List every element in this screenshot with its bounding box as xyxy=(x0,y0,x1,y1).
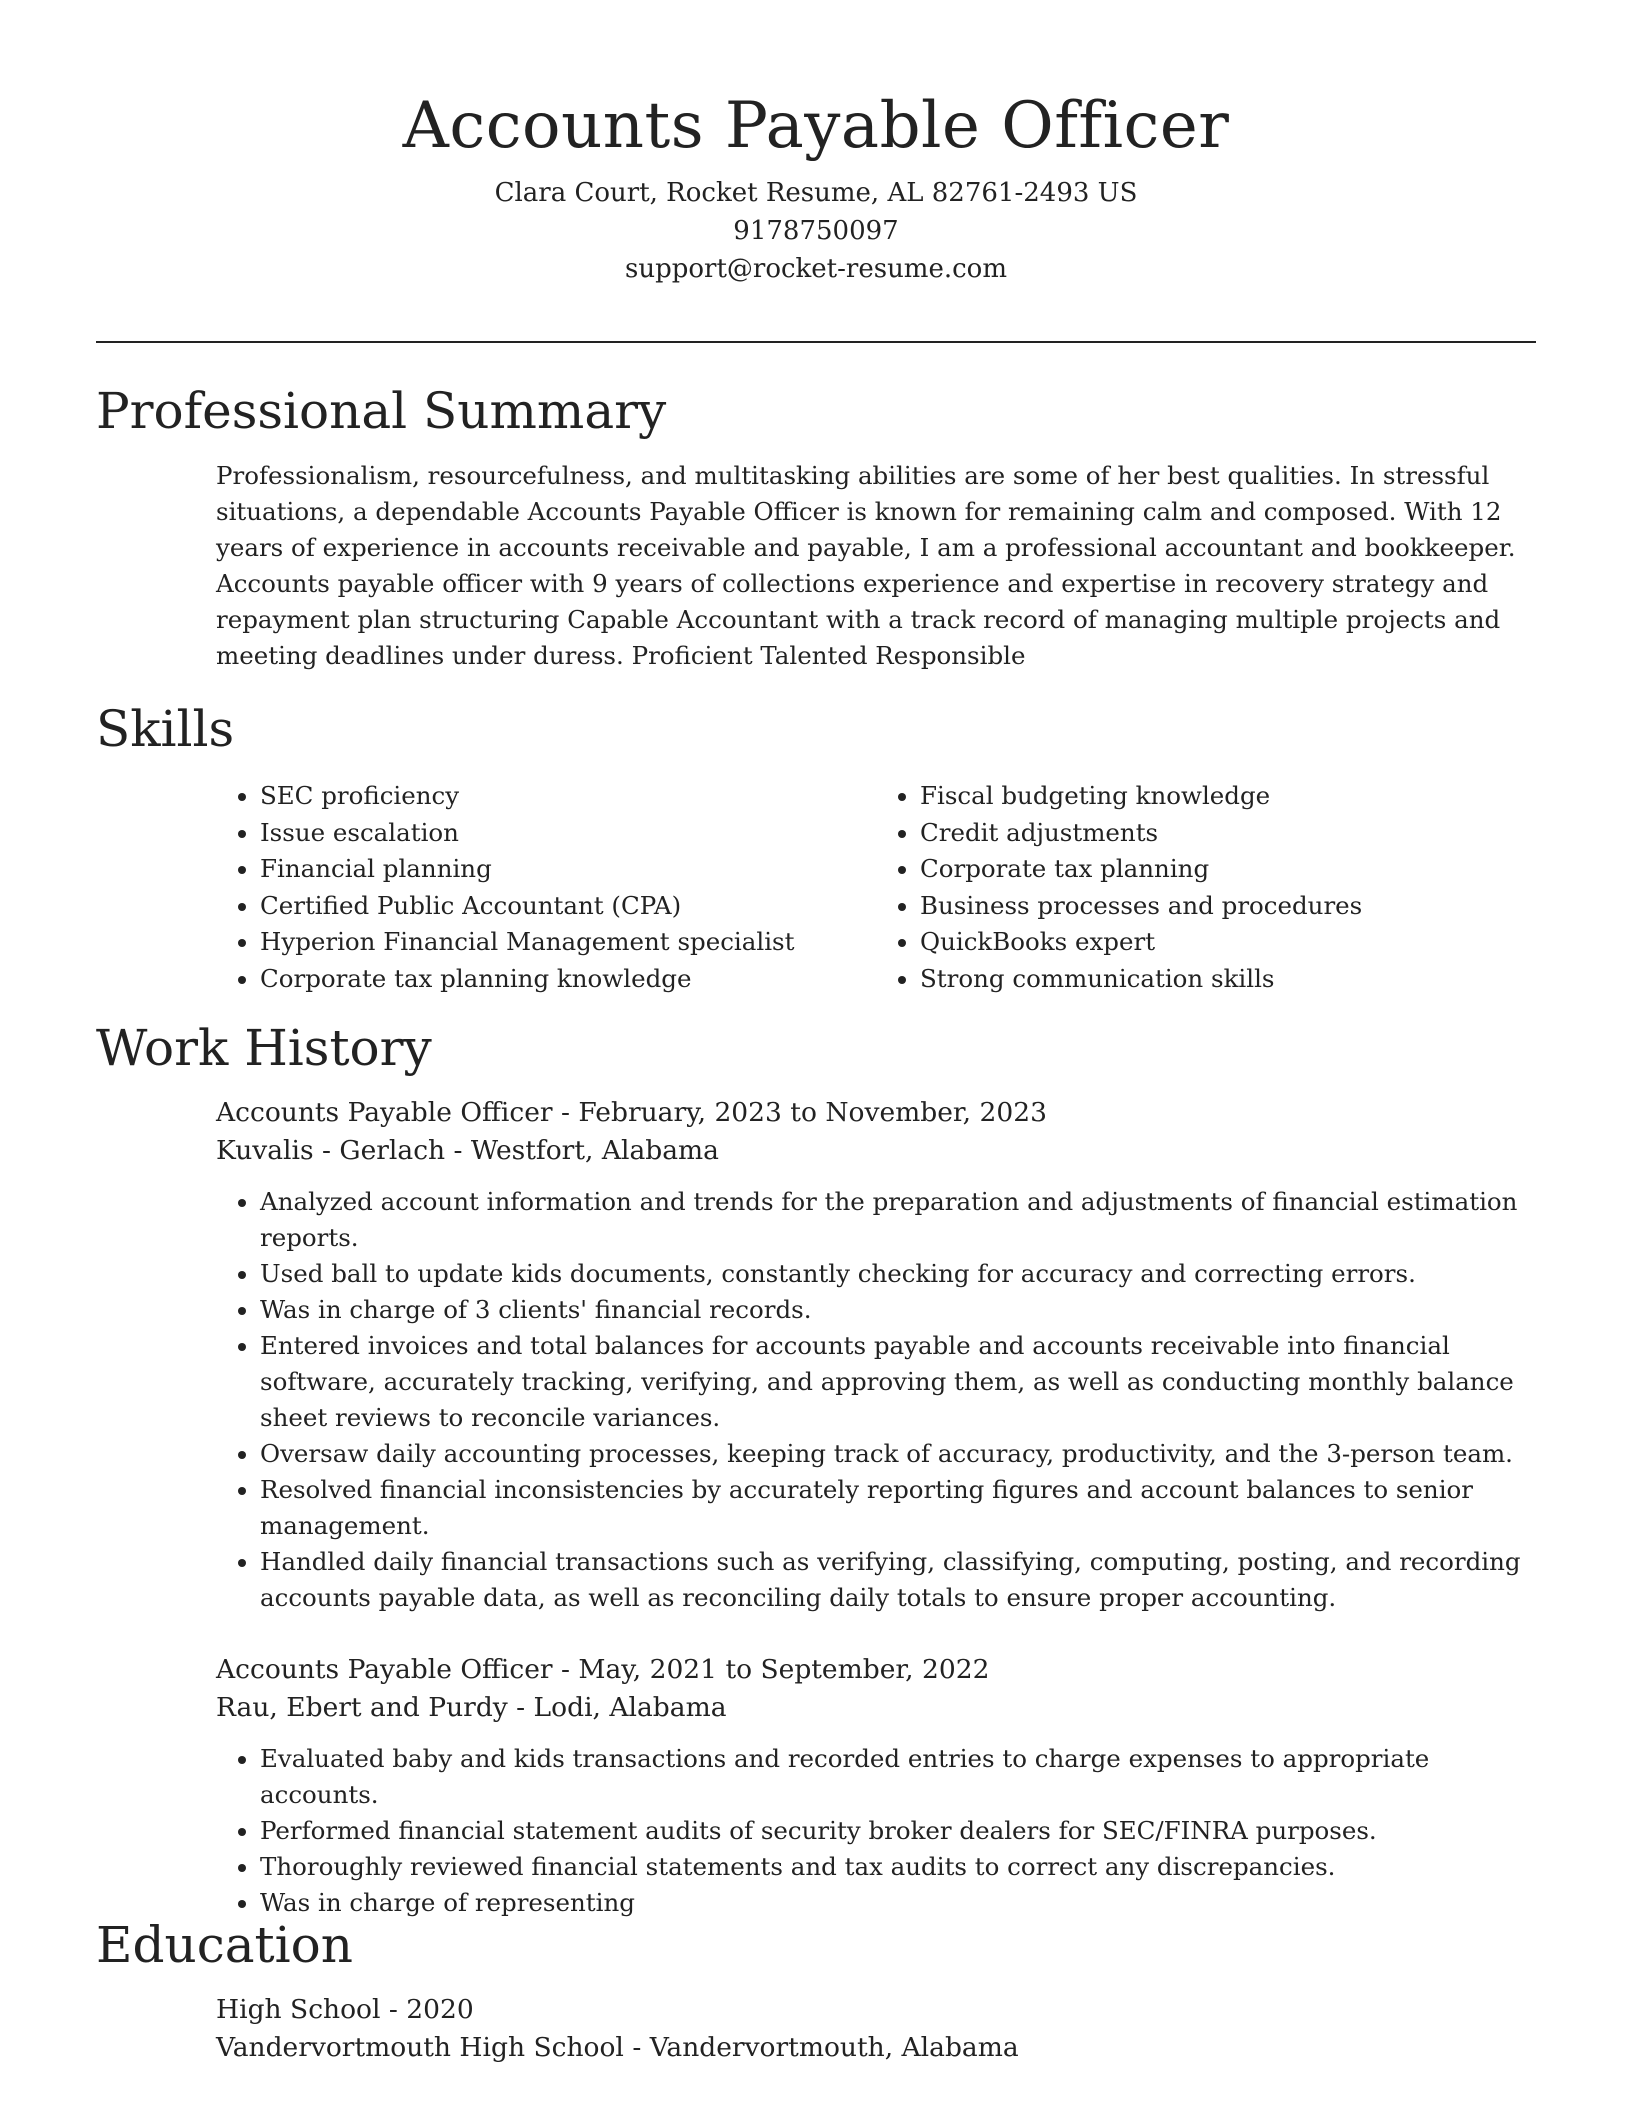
job-duty: • Evaluated baby and kids transactions and recorded entries to charge expenses to appropriate accounts. xyxy=(260,1741,1536,1813)
summary-section xyxy=(216,458,1536,674)
job-duties-list xyxy=(216,1184,1536,1616)
skill-item: • Certified Public Accountant (CPA) xyxy=(260,888,876,925)
job-entry xyxy=(216,1651,1536,1921)
skill-item: • Issue escalation xyxy=(260,815,876,852)
job-duty: • Was in charge of 3 clients' financial records. xyxy=(260,1292,1536,1328)
skill-item: • Strong communication skills xyxy=(920,961,1536,998)
header-divider xyxy=(96,341,1536,343)
skill-item: • Fiscal budgeting knowledge xyxy=(920,778,1536,815)
education-entry xyxy=(216,1991,1536,2067)
skills-list-left xyxy=(216,778,876,997)
job-duties-list xyxy=(216,1741,1536,1921)
work-history-heading: Work History xyxy=(96,1019,432,1077)
job-duty: • Oversaw daily accounting processes, keeping track of accuracy, productivity, and the 3-person team. xyxy=(260,1436,1536,1472)
skill-item: • Business processes and procedures xyxy=(920,888,1536,925)
summary-heading: Professional Summary xyxy=(96,382,667,440)
skills-list-right xyxy=(876,778,1536,997)
job-duty: • Handled daily financial transactions such as verifying, classifying, computing, posting, and recording accounts payable data, as well as reconciling daily totals to ensure proper accounting. xyxy=(260,1544,1536,1616)
job-duty: • Thoroughly reviewed financial statements and tax audits to correct any discrepancies. xyxy=(260,1849,1536,1885)
contact-phone: 9178750097 xyxy=(733,216,899,246)
skills-columns xyxy=(216,778,1536,997)
resume-name: Accounts Payable Officer xyxy=(402,89,1230,163)
skill-item: • Corporate tax planning knowledge xyxy=(260,961,876,998)
skill-item: • Credit adjustments xyxy=(920,815,1536,852)
job-company-location: Rau, Ebert and Purdy - Lodi, Alabama xyxy=(216,1692,727,1723)
job-company-location: Kuvalis - Gerlach - Westfort, Alabama xyxy=(216,1135,719,1166)
skill-item: • Hyperion Financial Management specialist xyxy=(260,924,876,961)
job-duty: • Was in charge of representing xyxy=(260,1885,1536,1921)
contact-email: support@rocket-resume.com xyxy=(624,254,1007,284)
skill-item: • SEC proficiency xyxy=(260,778,876,815)
resume-header xyxy=(0,0,1632,288)
contact-address: Clara Court, Rocket Resume, AL 82761-2493 US xyxy=(494,178,1138,208)
contact-info xyxy=(0,174,1632,288)
skills-heading: Skills xyxy=(96,700,235,758)
job-entry xyxy=(216,1094,1536,1616)
education-degree-year: High School - 2020 xyxy=(216,1994,474,2025)
job-duty: • Performed financial statement audits of security broker dealers for SEC/FINRA purposes. xyxy=(260,1813,1536,1849)
job-duty: • Resolved financial inconsistencies by accurately reporting figures and account balances to senior management. xyxy=(260,1472,1536,1544)
skill-item: • QuickBooks expert xyxy=(920,924,1536,961)
job-duty: • Analyzed account information and trends for the preparation and adjustments of financial estimation reports. xyxy=(260,1184,1536,1256)
education-heading: Education xyxy=(96,1916,353,1974)
skills-section xyxy=(216,778,1536,997)
job-duty: • Used ball to update kids documents, constantly checking for accuracy and correcting errors. xyxy=(260,1256,1536,1292)
skill-item: • Corporate tax planning xyxy=(920,851,1536,888)
job-title-dates: Accounts Payable Officer - May, 2021 to September, 2022 xyxy=(216,1654,990,1685)
job-title-dates: Accounts Payable Officer - February, 2023 to November, 2023 xyxy=(216,1097,1047,1128)
summary-text: Professionalism, resourcefulness, and multitasking abilities are some of her best qualities. In stressful situations, a dependable Accounts Payable Officer is known for remaining calm and composed. With 12 years of experience in accounts receivable and payable, I am a professional accountant and bookkeeper. Accounts payable officer with 9 years of collections experience and expertise in recovery strategy and repayment plan structuring Capable Accountant with a track record of managing multiple projects and meeting deadlines under duress. Proficient Talented Responsible xyxy=(216,461,1516,670)
skill-item: • Financial planning xyxy=(260,851,876,888)
job-duty: • Entered invoices and total balances for accounts payable and accounts receivable into financial software, accurately tracking, verifying, and approving them, as well as conducting monthly balance sheet reviews to reconcile variances. xyxy=(260,1328,1536,1436)
education-school-location: Vandervortmouth High School - Vandervortmouth, Alabama xyxy=(216,2032,1019,2063)
